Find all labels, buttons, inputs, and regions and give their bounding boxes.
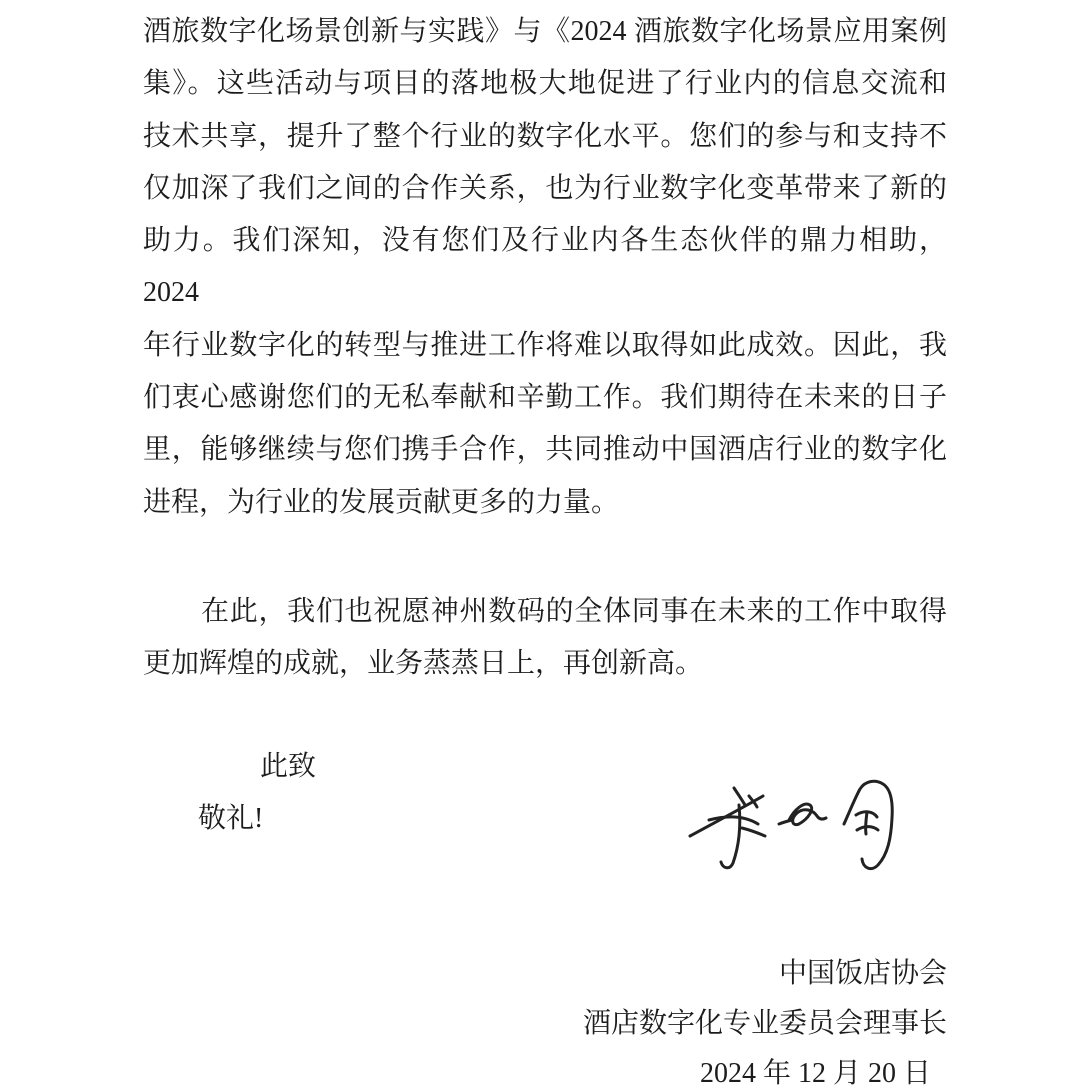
handwritten-signature-image bbox=[660, 772, 910, 892]
closing-date: 2024 年 12 月 20 日 bbox=[699, 1058, 931, 1086]
closing-organization: 中国饭店协会 bbox=[778, 958, 947, 990]
closing-title: 酒店数字化专业委员会理事长 bbox=[582, 1008, 947, 1040]
paragraph-wishes bbox=[143, 586, 947, 691]
body-line: 更加辉煌的成就，业务蒸蒸日上，再创新高。 bbox=[143, 648, 704, 680]
body-line: 酒旅数字化场景创新与实践》与《2024 酒旅数字化场景应用案例 bbox=[143, 16, 947, 47]
body-line: 年行业数字化的转型与推进工作将难以取得如此成效。因此，我 bbox=[143, 329, 947, 361]
body-line: 仅加深了我们之间的合作关系，也为行业数字化变革带来了新的 bbox=[143, 172, 947, 204]
body-line: 里，能够继续与您们携手合作，共同推动中国酒店行业的数字化 bbox=[143, 434, 947, 466]
body-line: 们衷心感谢您们的无私奉献和辛勤工作。我们期待在未来的日子 bbox=[143, 382, 947, 414]
body-line: 集》。这些活动与项目的落地极大地促进了行业内的信息交流和 bbox=[143, 68, 947, 100]
body-line: 在此，我们也祝愿神州数码的全体同事在未来的工作中取得 bbox=[201, 595, 947, 627]
body-line: 助力。我们深知，没有您们及行业内各生态伙伴的鼎力相助，2024 bbox=[143, 225, 947, 309]
salutation-cizhi: 此致 bbox=[260, 750, 317, 782]
salutation-jingli: 敬礼! bbox=[198, 802, 264, 834]
closing-block bbox=[143, 949, 947, 1086]
body-line: 技术共享，提升了整个行业的数字化水平。您们的参与和支持不 bbox=[143, 120, 947, 152]
paragraph-thanks bbox=[143, 6, 947, 529]
body-line: 进程，为行业的发展贡献更多的力量。 bbox=[143, 486, 620, 518]
